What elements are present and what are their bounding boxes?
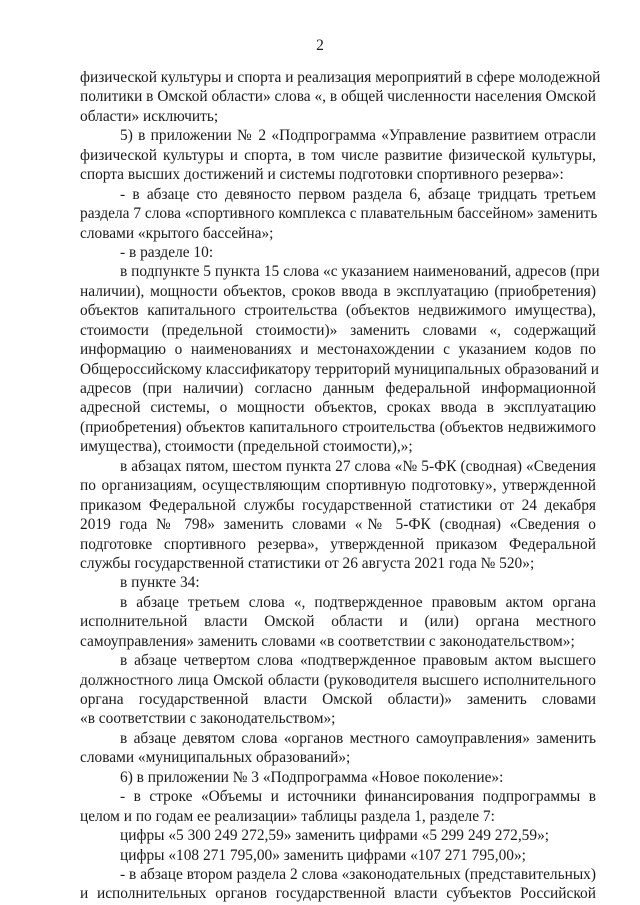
text-line: адресов (при наличии) согласно данным федеральной информационной <box>80 380 596 397</box>
text-line: 2019 года № 798» заменить словами «№ 5-ФК (сводная) «Сведения о <box>80 516 596 534</box>
text-line: «в соответствии с законодательством»; <box>80 710 336 728</box>
text-line: в абзаце девятом слова «органов местного самоуправления» заменить <box>120 729 596 747</box>
page-number: 2 <box>316 37 324 54</box>
text-line: в абзацах пятом, шестом пункта 27 слова «№ 5-ФК (сводная) «Сведения <box>120 457 596 475</box>
text-line: приказом Федеральной службы государственной статистики от 24 декабря <box>80 496 596 514</box>
text-line: раздела 7 слова «спортивного комплекса с плавательным бассейном» заменить <box>80 205 598 223</box>
text-line: самоуправления» заменить словами «в соответствии с законодательством»; <box>80 632 575 650</box>
text-line: информацию о наименованиях и местонахождении с указанием кодов по <box>80 341 596 359</box>
text-line: физической культуры и спорта, в том числе развитие физической культуры, <box>80 146 596 164</box>
text-line: (приобретения) объектов капитального строительства (объектов недвижимого <box>80 418 596 436</box>
text-line: 5) в приложении № 2 «Подпрограмма «Управление развитием отрасли <box>120 127 596 145</box>
text-line: имущества), стоимости (предельной стоимости),»; <box>80 438 413 456</box>
text-line: словами «муниципальных образований»; <box>80 749 351 767</box>
text-line: объектов капитального строительства (объектов недвижимого имущества), <box>80 302 596 320</box>
text-line: Общероссийскому классификатору территорий муниципальных образований и <box>80 360 600 378</box>
text-line: - в разделе 10: <box>120 243 214 261</box>
text-line: стоимости (предельной стоимости)» заменить словами «, содержащий <box>80 321 596 339</box>
text-line: целом и по годам ее реализации» таблицы раздела 1, разделе 7: <box>80 807 495 825</box>
text-line: подготовке спортивного резерва», утвержденной приказом Федеральной <box>80 535 596 553</box>
text-line: цифры «108 271 795,00» заменить цифрами «107 271 795,00»; <box>120 846 526 864</box>
text-line: - в абзаце втором раздела 2 слова «законодательных (представительных) <box>120 865 596 883</box>
text-line: исполнительной власти Омской области и (или) органа местного <box>80 613 596 631</box>
text-line: в абзаце четвертом слова «подтвержденное правовым актом высшего <box>120 652 596 670</box>
text-line: области» исключить; <box>80 107 219 125</box>
text-line: цифры «5 300 249 272,59» заменить цифрами «5 299 249 272,59»; <box>120 827 550 845</box>
text-line: - в абзаце сто девяносто первом раздела 6, абзаце тридцать третьем <box>120 185 596 203</box>
text-line: органа государственной власти Омской области)» заменить словами <box>80 691 596 708</box>
text-line: спорта высших достижений и системы подготовки спортивного резерва»: <box>80 166 564 184</box>
text-line: и исполнительных органов государственной власти субъектов Российской <box>80 885 596 903</box>
text-line: в абзаце третьем слова «, подтвержденное правовым актом органа <box>120 593 596 611</box>
text-line: адресной системы, о мощности объектов, сроках ввода в эксплуатацию <box>80 399 596 417</box>
text-line: в пункте 34: <box>120 574 200 592</box>
text-line: в подпункте 5 пункта 15 слова «с указанием наименований, адресов (при <box>120 263 600 281</box>
text-line: службы государственной статистики от 26 августа 2021 года № 520»; <box>80 554 535 572</box>
text-line: - в строке «Объемы и источники финансирования подпрограммы в <box>120 788 596 806</box>
text-line: по организациям, осуществляющим спортивную подготовку», утвержденной <box>80 477 596 495</box>
text-line: политики в Омской области» слова «, в общей численности населения Омской <box>80 88 596 106</box>
text-line: должностного лица Омской области (руководителя высшего исполнительного <box>80 671 596 689</box>
text-line: словами «крытого бассейна»; <box>80 224 274 242</box>
text-line: физической культуры и спорта и реализация мероприятий в сфере молодежной <box>80 69 601 86</box>
text-line: 6) в приложении № 3 «Подпрограмма «Новое поколение»: <box>120 768 504 786</box>
document-body <box>80 68 601 904</box>
text-line: наличии), мощности объектов, сроков ввода в эксплуатацию (приобретения) <box>80 282 596 300</box>
